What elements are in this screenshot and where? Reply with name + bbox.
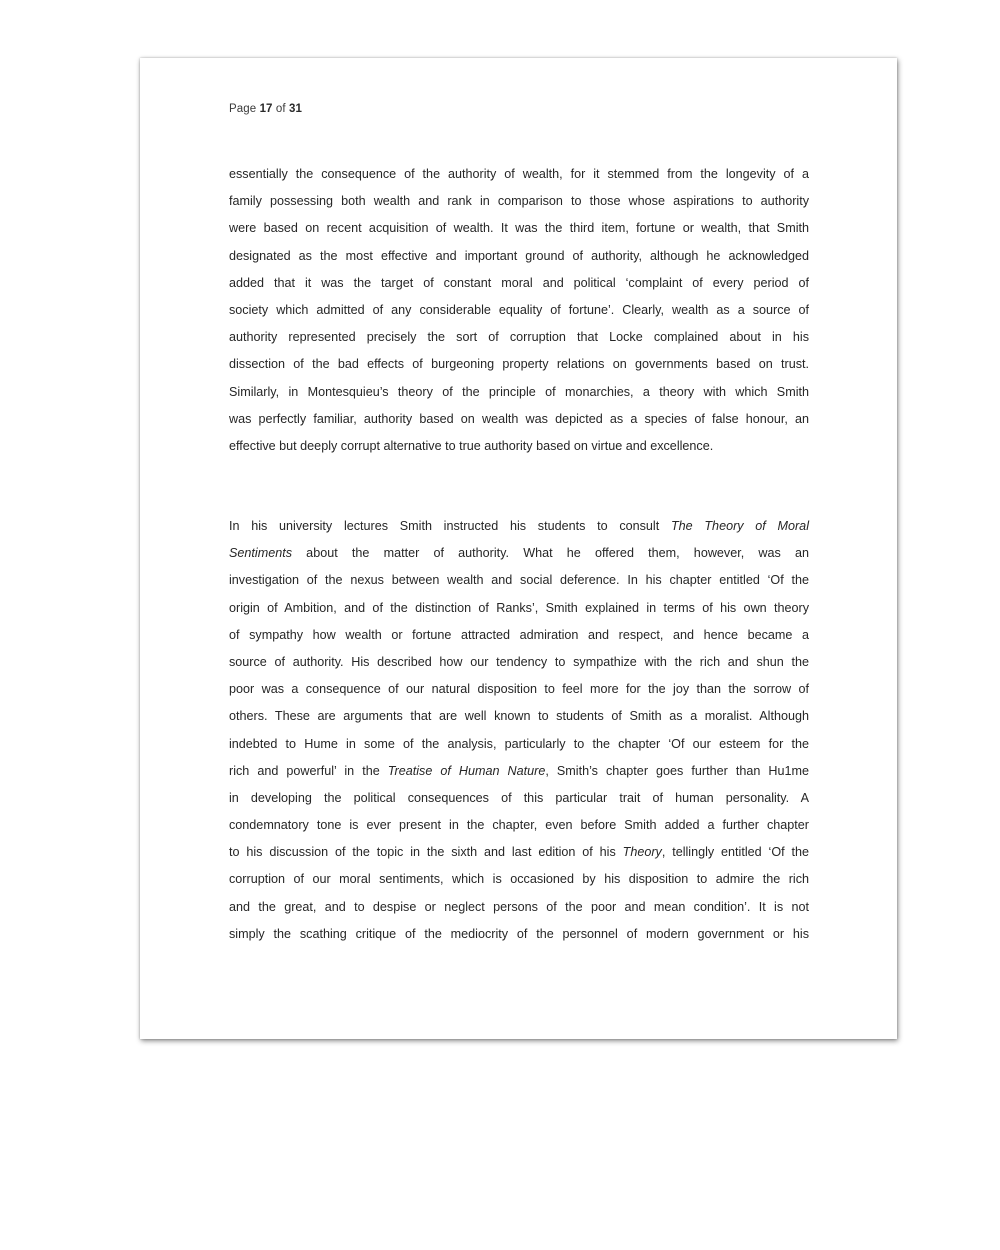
text-line <box>229 758 809 785</box>
text-line: poor was a consequence of our natural disposition to feel more for the joy than the sorrow of <box>229 682 809 697</box>
text-line: family possessing both wealth and rank in comparison to those whose aspirations to authority <box>229 194 809 209</box>
text-line: was perfectly familiar, authority based on wealth was depicted as a species of false honour, an <box>229 411 809 426</box>
text-line <box>229 540 809 567</box>
text-line: added that it was the target of constant moral and political ‘complaint of every period of <box>229 275 809 290</box>
paragraph-2 <box>229 513 809 948</box>
text-line: in developing the political consequences of this particular trait of human personality. A <box>229 790 809 805</box>
text-line: corruption of our moral sentiments, which is occasioned by his disposition to admire the rich <box>229 872 809 887</box>
text-line: designated as the most effective and important ground of authority, although he acknowledged <box>229 248 809 263</box>
text-line <box>229 513 809 540</box>
book-title-treatise: Treatise of Human Nature <box>387 763 546 778</box>
page-number-header <box>229 103 302 115</box>
paragraph-1 <box>229 161 809 460</box>
text-run: , Smith’s chapter goes further than Hu1me <box>545 763 809 778</box>
text-line: of sympathy how wealth or fortune attracted admiration and respect, and hence became a <box>229 627 809 642</box>
text-line: and the great, and to despise or neglect persons of the poor and mean condition’. It is not <box>229 899 809 914</box>
of-label: of <box>275 103 286 115</box>
text-line: essentially the consequence of the authority of wealth, for it stemmed from the longevity of a <box>229 167 809 181</box>
document-page <box>140 58 897 1039</box>
text-line: investigation of the nexus between wealth and social deference. In his chapter entitled ‘Of the <box>229 573 809 588</box>
book-title-theory-of-moral: The Theory of Moral <box>670 519 809 533</box>
text-line: Similarly, in Montesquieu’s theory of the principle of monarchies, a theory with which Smith <box>229 384 809 399</box>
current-page-number: 17 <box>259 103 273 115</box>
text-run: , tellingly entitled ‘Of the <box>661 845 809 860</box>
text-line: were based on recent acquisition of wealth. It was the third item, fortune or wealth, that Smith <box>229 221 809 236</box>
text-line: others. These are arguments that are well known to students of Smith as a moralist. Although <box>229 709 809 724</box>
text-line: authority represented precisely the sort of corruption that Locke complained about in his <box>229 330 809 345</box>
text-run: to his discussion of the topic in the sixth and last edition of his <box>229 845 623 860</box>
total-page-count: 31 <box>288 103 302 115</box>
text-line: effective but deeply corrupt alternative to true authority based on virtue and excellence. <box>229 438 714 453</box>
text-run: about the matter of authority. What he offered them, however, was an <box>292 546 809 561</box>
text-line: dissection of the bad effects of burgeoning property relations on governments based on trust. <box>229 357 809 372</box>
text-line: society which admitted of any considerable equality of fortune’. Clearly, wealth as a source of <box>229 302 809 317</box>
text-line <box>229 839 809 866</box>
text-line: origin of Ambition, and of the distinction of Ranks’, Smith explained in terms of his own theory <box>229 600 809 615</box>
text-run: In his university lectures Smith instructed his students to consult <box>229 519 671 533</box>
text-line: source of authority. His described how our tendency to sympathize with the rich and shun the <box>229 654 809 669</box>
page-label: Page <box>229 103 257 115</box>
text-line: indebted to Hume in some of the analysis, particularly to the chapter ‘Of our esteem for the <box>229 736 809 751</box>
text-line: condemnatory tone is ever present in the chapter, even before Smith added a further chapter <box>229 818 809 833</box>
text-run: rich and powerful’ in the <box>229 763 388 778</box>
book-title-sentiments: Sentiments <box>229 546 292 561</box>
book-title-theory: Theory <box>622 845 662 860</box>
text-line: simply the scathing critique of the mediocrity of the personnel of modern government or his <box>229 926 809 941</box>
